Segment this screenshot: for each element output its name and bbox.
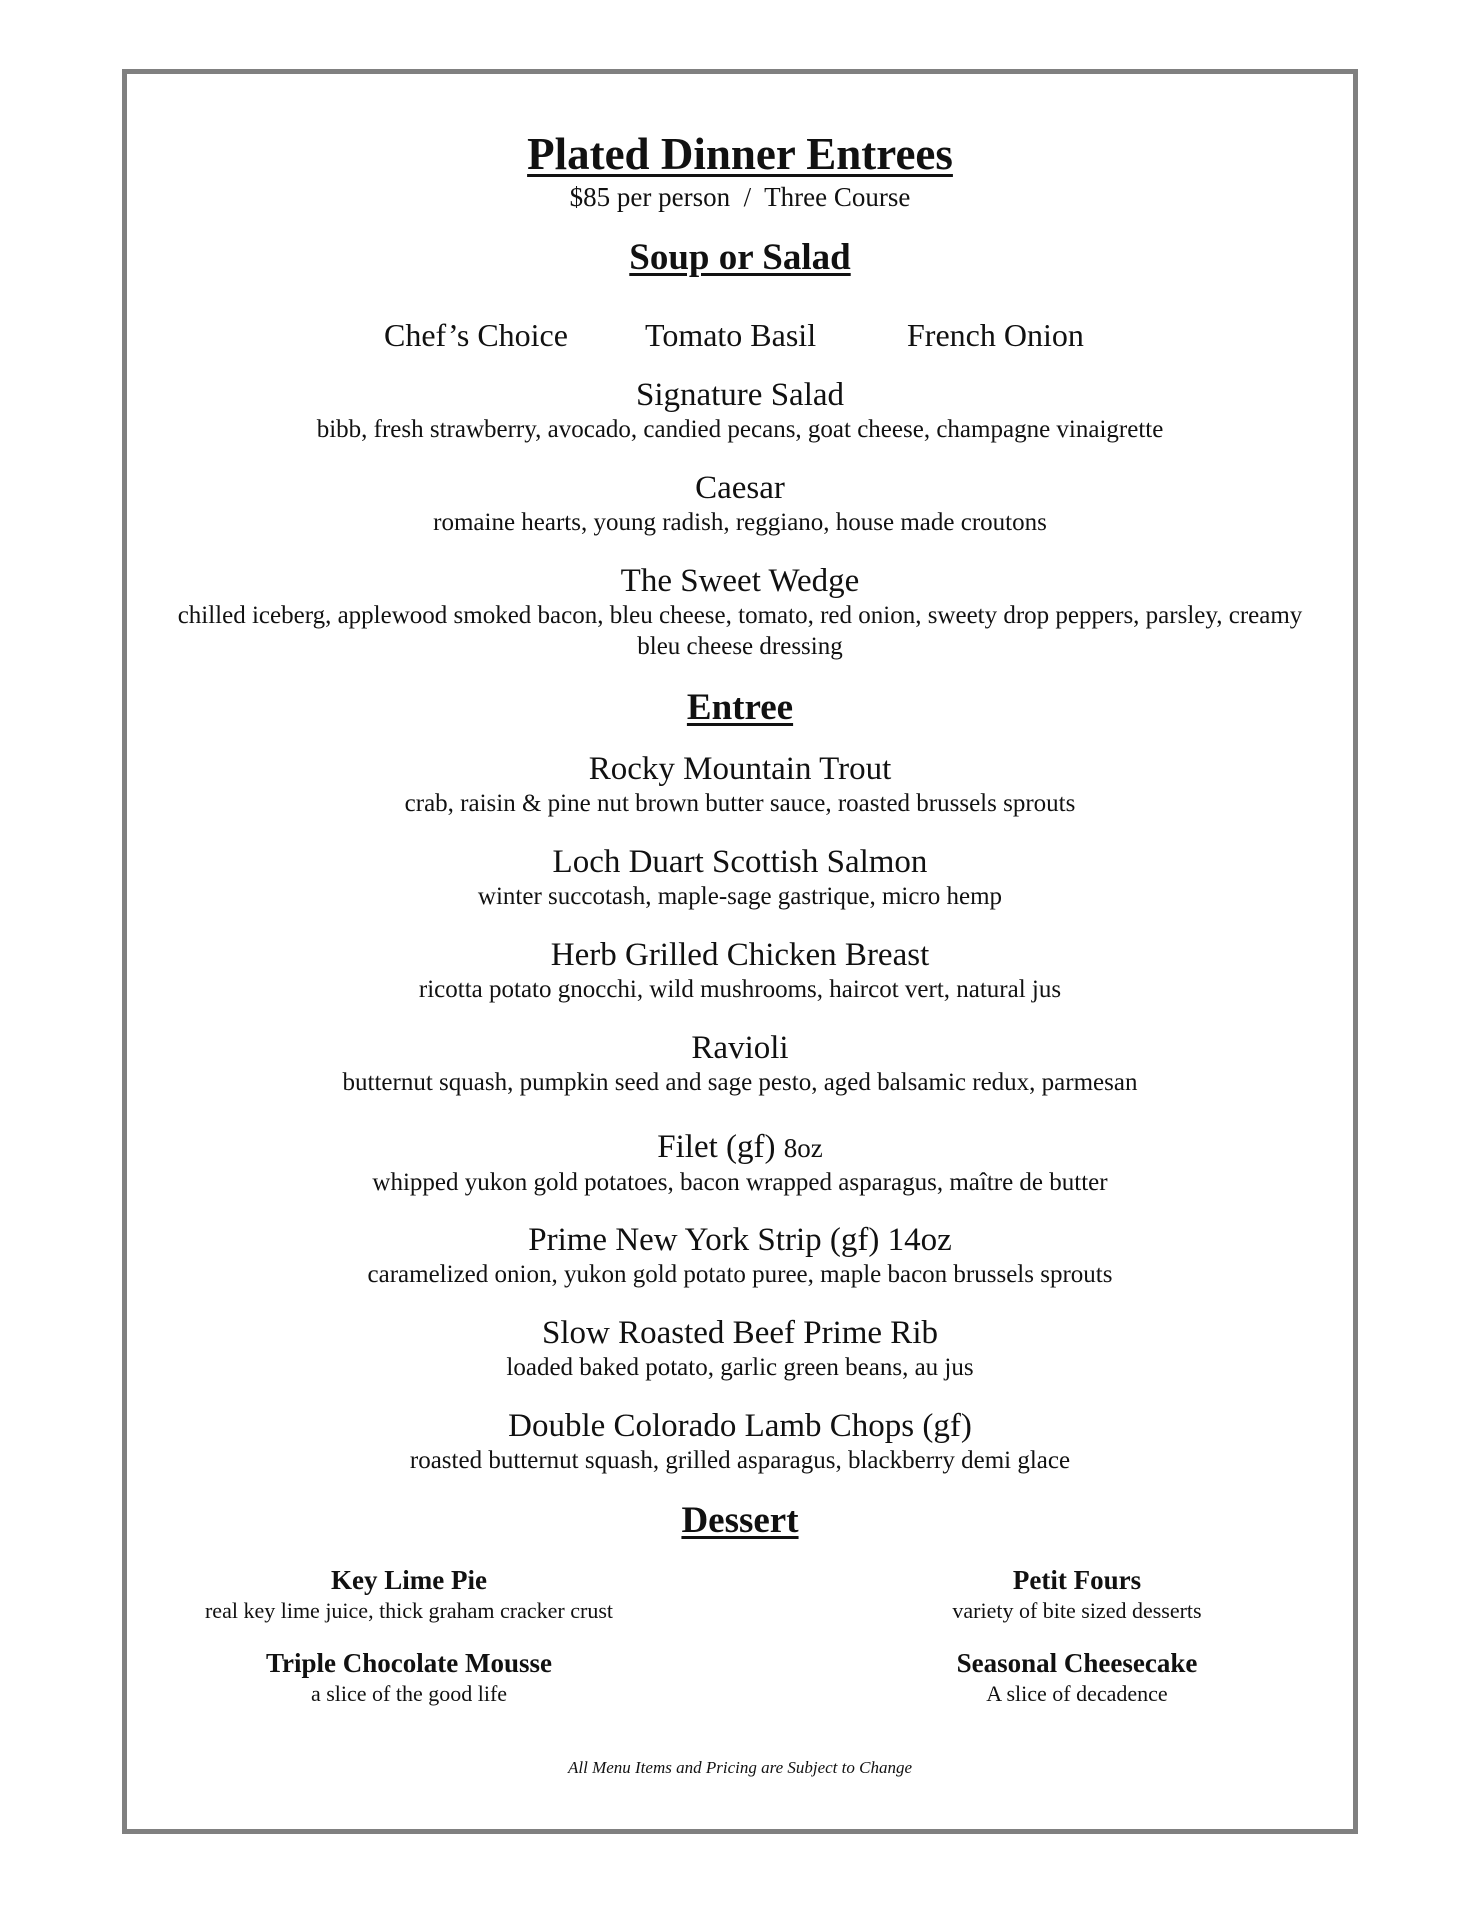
item-description: whipped yukon gold potatoes, bacon wrapped asparagus, maître de butter: [372, 1169, 1108, 1196]
dessert-item: [129, 1647, 689, 1708]
menu-item-entree: [127, 1314, 1353, 1383]
dessert-name: Key Lime Pie: [331, 1565, 487, 1595]
item-description: chilled iceberg, applewood smoked bacon, bleu cheese, tomato, red onion, sweety drop peppers, parsley, creamy bleu cheese dressing: [177, 602, 1303, 660]
item-description: ricotta potato gnocchi, wild mushrooms, haircot vert, natural jus: [418, 976, 1062, 1003]
dessert-name: Seasonal Cheesecake: [956, 1648, 1198, 1678]
item-name: Filet (gf): [657, 1129, 776, 1165]
item-name: Signature Salad: [635, 377, 845, 413]
price-subtitle: $85 per person / Three Course: [569, 182, 911, 212]
soup-option: Chef’s Choice: [384, 317, 568, 353]
item-name: Herb Grilled Chicken Breast: [550, 937, 930, 973]
menu-item-entree: [127, 1128, 1353, 1198]
item-description: crab, raisin & pine nut brown butter sauce, roasted brussels sprouts: [404, 790, 1076, 817]
menu-item-entree: [127, 843, 1353, 912]
item-name: Prime New York Strip (gf) 14oz: [528, 1222, 952, 1258]
soup-option: French Onion: [907, 317, 1084, 353]
item-description: roasted butternut squash, grilled asparagus, blackberry demi glace: [409, 1447, 1071, 1474]
item-description: butternut squash, pumpkin seed and sage pesto, aged balsamic redux, parmesan: [342, 1069, 1138, 1096]
menu-item-salad: [127, 469, 1353, 538]
item-description: caramelized onion, yukon gold potato puree, maple bacon brussels sprouts: [367, 1261, 1113, 1288]
dessert-description: variety of bite sized desserts: [952, 1598, 1202, 1623]
dessert-item: [797, 1564, 1357, 1625]
menu-item-salad: [127, 562, 1353, 662]
item-name-row: [127, 1128, 1353, 1167]
item-description: loaded baked potato, garlic green beans, au jus: [506, 1354, 974, 1381]
menu-item-entree: [127, 936, 1353, 1005]
dessert-name: Triple Chocolate Mousse: [266, 1648, 552, 1678]
item-name: Slow Roasted Beef Prime Rib: [542, 1315, 938, 1351]
menu-item-entree: [127, 750, 1353, 819]
menu-item-entree: [127, 1221, 1353, 1290]
dessert-item: [129, 1564, 689, 1625]
footer-disclaimer: All Menu Items and Pricing are Subject to Change: [567, 1758, 913, 1777]
dessert-description: a slice of the good life: [310, 1681, 508, 1706]
item-size: 8oz: [783, 1133, 823, 1163]
item-name: Ravioli: [691, 1030, 789, 1066]
page-title: Plated Dinner Entrees: [527, 129, 953, 179]
menu-item-entree: [127, 1029, 1353, 1098]
dessert-description: real key lime juice, thick graham cracker crust: [204, 1598, 614, 1623]
item-name: Loch Duart Scottish Salmon: [552, 844, 928, 880]
dessert-name: Petit Fours: [1012, 1565, 1142, 1595]
menu-frame: [122, 69, 1358, 1834]
item-description: romaine hearts, young radish, reggiano, house made croutons: [433, 509, 1047, 536]
section-heading-soup-salad: Soup or Salad: [629, 237, 851, 278]
soup-options-row: [127, 315, 1353, 355]
item-name: The Sweet Wedge: [620, 563, 860, 599]
item-name: Double Colorado Lamb Chops (gf): [508, 1408, 972, 1444]
section-heading-dessert: Dessert: [681, 1500, 799, 1541]
section-heading-entree: Entree: [686, 687, 794, 728]
item-name: Rocky Mountain Trout: [588, 751, 892, 787]
menu-item-salad: [127, 376, 1353, 445]
menu-item-entree: [127, 1407, 1353, 1476]
item-description: bibb, fresh strawberry, avocado, candied pecans, goat cheese, champagne vinaigrette: [316, 416, 1164, 443]
item-name: Caesar: [695, 470, 785, 506]
dessert-description: A slice of decadence: [986, 1681, 1168, 1706]
soup-option: Tomato Basil: [645, 317, 817, 353]
item-description: winter succotash, maple-sage gastrique, micro hemp: [477, 883, 1003, 910]
dessert-item: [797, 1647, 1357, 1708]
